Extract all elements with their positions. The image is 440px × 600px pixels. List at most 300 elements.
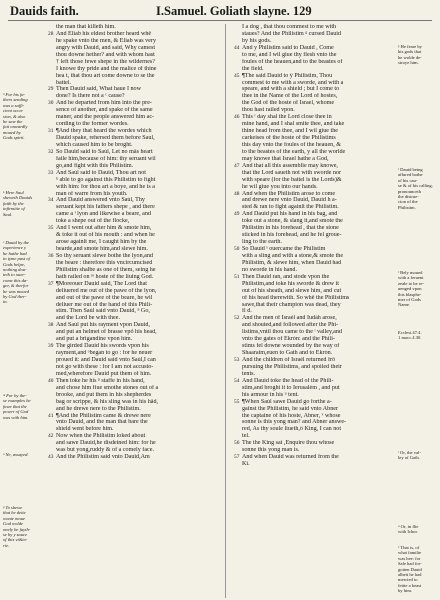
verse-line <box>48 336 210 343</box>
verse-line <box>234 392 396 399</box>
verse-line <box>48 440 210 447</box>
verse-line <box>234 24 396 31</box>
margin-note <box>398 44 438 66</box>
verse-line <box>234 350 396 357</box>
verse-text: Shaaraim,euen to Gath and to Ekrón. <box>242 350 333 357</box>
verse-text: red, As thy soule liueth,ô King, I can not <box>242 426 342 433</box>
verse-number: 39 <box>48 343 54 350</box>
verse-line <box>234 281 396 288</box>
margin-note-line: mer of Gods <box>398 297 421 303</box>
verse-text: tents. <box>242 370 256 377</box>
verse-line <box>48 308 210 315</box>
verse-line <box>48 170 210 177</box>
margin-note-line: cion of the <box>398 199 418 205</box>
verse-text: And I went out after him & smote him, <box>56 225 152 232</box>
verse-text: gainst the Philistim, he said vnto Abner <box>242 405 338 412</box>
verse-text: Ki. <box>242 461 250 468</box>
verse-text: may knowe that Israel hathe a God, <box>242 155 329 162</box>
margin-note-line: God wolde <box>3 521 24 527</box>
verse-line <box>234 191 396 198</box>
margin-note-line: gotten Dauid <box>398 566 422 572</box>
margin-note <box>3 393 41 420</box>
margin-note-line: ᵛ That is, of <box>398 545 420 550</box>
margin-note <box>398 330 438 341</box>
margin-note-line: ᵒ Ne, assayed. <box>3 452 29 457</box>
verse-line <box>234 38 396 45</box>
verse-text: Then Dauid ran, and stode vpon the <box>242 273 330 280</box>
margin-note-line: he was moued <box>3 288 30 294</box>
margin-note-line: Name. <box>398 302 411 308</box>
verse-number: 33 <box>48 169 54 176</box>
verse-text: ᵏ able to go against this Philistim to fight <box>56 176 156 183</box>
verse-line <box>234 107 396 114</box>
verse-text: Now when the Philistim loked about <box>56 433 146 440</box>
margin-note-line: moued by <box>3 129 21 135</box>
verse-text: brooke, and put them in his shepherdes <box>56 391 152 398</box>
verse-line <box>234 66 396 73</box>
verse-text: he wil giue you into our hands. <box>242 183 318 190</box>
verse-line <box>234 135 396 142</box>
verse-text: This ʳ day shal the Lord close thee in <box>242 114 332 121</box>
verse-number: 57 <box>234 454 240 461</box>
margin-note-line: Gods spirit. <box>3 135 25 141</box>
verse-number: 30 <box>48 100 54 107</box>
verse-text: with a sling and with a stone,& smote the <box>242 252 344 259</box>
verse-line <box>234 315 396 322</box>
margin-note-line: fettie a beast <box>398 582 422 588</box>
verse-line <box>234 274 396 281</box>
verse-text: hea t, that thou art come downe to se the <box>56 72 155 79</box>
verse-number: 56 <box>234 440 240 447</box>
verse-text: thine head from thee, and I wil giue the <box>242 128 338 135</box>
verse-text: ling to the earth. <box>242 239 282 246</box>
verse-text: foules of the heauen,and to the beastes of <box>242 58 343 65</box>
margin-note-line: albeit he had <box>398 572 422 578</box>
verse-text: man of warre from his youth. <box>56 190 128 197</box>
margin-note-line: nothing dou- <box>3 267 27 273</box>
verse-line <box>48 281 210 288</box>
margin-note <box>398 450 438 461</box>
verse-line <box>234 204 396 211</box>
verse-line <box>234 93 396 100</box>
verse-line <box>48 73 210 80</box>
margin-note-line: teth to ouer- <box>3 272 26 278</box>
margin-note-line: was a suffi- <box>3 102 25 108</box>
verse-line <box>48 93 210 100</box>
margin-note-line: ᵇ For his fa- <box>3 92 26 97</box>
verse-line <box>48 302 210 309</box>
margin-note-line: with Ichor. <box>398 529 418 535</box>
verse-line <box>48 406 210 413</box>
margin-note-line: by God ther- <box>3 294 27 300</box>
verse-line <box>234 308 396 315</box>
verse-text: thou downe hether? and with whom hast <box>56 51 155 58</box>
verse-line <box>48 288 210 295</box>
verse-text: toke out a stone, & slang it,and smote the <box>242 218 343 225</box>
verse-line <box>234 399 396 406</box>
margin-note-line: what familie <box>398 550 422 556</box>
verse-text: ¶And the Philistim came & drewe nere <box>56 412 151 419</box>
verse-line <box>48 100 210 107</box>
verse-number: 51 <box>234 273 240 280</box>
verse-text: ¶And they that heard the wordes which <box>56 128 152 135</box>
verse-number: 44 <box>234 44 240 51</box>
margin-note-line: mercied to <box>398 577 418 583</box>
verse-text: sonne this yong man is. <box>242 447 300 454</box>
verse-text: The girded Dauid his swords vpon his <box>56 343 149 350</box>
verse-text: and drewe nere vnto Dauid, Dauid h a- <box>242 197 337 204</box>
margin-note-line: ger, & therfor <box>3 283 29 289</box>
verse-line <box>234 80 396 87</box>
verse-number: 31 <box>48 128 54 135</box>
verse-line <box>234 86 396 93</box>
verse-text: no sworde in his hand. <box>242 266 298 273</box>
verse-text: cording to the former wordes. <box>56 121 129 128</box>
verse-line <box>48 232 210 239</box>
verse-line <box>234 253 396 260</box>
verse-text: and sawe Dauid,he disdeined him: for he <box>56 440 156 447</box>
margin-note-line: sion, & also <box>3 113 26 119</box>
margin-note-line: with a feruent <box>398 275 424 281</box>
margin-note-line: his gods that <box>398 49 422 55</box>
verse-line <box>48 121 210 128</box>
verse-line <box>48 413 210 420</box>
verse-line <box>234 114 396 121</box>
verse-line <box>234 364 396 371</box>
verse-line <box>48 184 210 191</box>
verse-text: angry with Dauid, and said, Why camest <box>56 44 156 51</box>
verse-text: And when the Philistim arose to come <box>242 190 336 197</box>
verse-text: sence of another, and spake of the same <box>56 107 153 114</box>
verse-line <box>48 59 210 66</box>
verse-line <box>48 24 210 31</box>
verse-number: 55 <box>234 398 240 405</box>
margin-note-line: ᶜ Dauid by the <box>3 240 30 245</box>
margin-note-line: se & of his calling, <box>398 183 433 189</box>
verse-text: The the King sai ,Enquire thou whose <box>242 440 335 447</box>
verse-text: the man that killeth him. <box>56 24 116 30</box>
verse-text: So thy seruant slewe bothe the lyon,and <box>56 252 153 259</box>
verse-line <box>234 329 396 336</box>
verse-text: bag or scrippe, & his sling was in his hād, <box>56 398 159 405</box>
verse-line <box>48 357 210 364</box>
verse-text: the captaine of his hoste, Abner, ᵛ whose <box>242 412 341 419</box>
verse-line <box>48 156 210 163</box>
verse-text: he spake vnto the men, & Eliab was very <box>56 37 157 44</box>
verse-line <box>48 163 210 170</box>
margin-note-line: fawe that the <box>3 403 27 409</box>
verse-line <box>234 295 396 302</box>
verse-text: And Saúl put his rayment vpon Dauid, <box>56 322 150 329</box>
verse-text: And Dauid answered vnto Saúl, Thy <box>56 197 145 204</box>
verse-number: 35 <box>48 225 54 232</box>
verse-line <box>48 52 210 59</box>
margin-note-line: ᵐ For by the- <box>3 393 27 398</box>
verse-number: 29 <box>48 86 54 93</box>
margin-note-line: Saul. <box>3 211 13 217</box>
verse-text: thou hast railed vpon. <box>242 107 295 114</box>
margin-note-line: pronounceth <box>398 188 421 194</box>
margin-note-line: come this da- <box>3 277 28 283</box>
verse-line <box>48 392 210 399</box>
verse-line <box>234 100 396 107</box>
verse-line <box>234 440 396 447</box>
verse-line <box>48 385 210 392</box>
verse-line <box>48 419 210 426</box>
verse-text: med,wherefore Dauid put them of him. <box>56 370 152 377</box>
verse-text: And when Dauid was returned from the <box>242 454 339 461</box>
verse-text: sonne is this yong man? and Abner answe- <box>242 419 347 426</box>
verse-line <box>234 156 396 163</box>
verse-number: 40 <box>48 377 54 384</box>
verse-text: that the Lord saueth not with sworde nor <box>242 169 342 176</box>
verse-line <box>234 322 396 329</box>
verse-text: battel. <box>56 79 72 86</box>
verse-text: stims fel downe wounded by the way of <box>242 343 340 350</box>
verse-line <box>48 267 210 274</box>
margin-note-line: this blasphe- <box>398 291 422 297</box>
verse-line <box>48 31 210 38</box>
margin-note-line: zeale to be re- <box>398 280 424 286</box>
margin-note-line: the distrue- <box>398 194 419 200</box>
verse-line <box>234 302 396 309</box>
margin-note-line: was hee: for <box>398 555 421 561</box>
verse-text: ¶The said Dauid to ŷ Philistim, Thou <box>242 72 333 79</box>
verse-text: seruant kept his fathers shepe , and there <box>56 204 155 211</box>
verse-text: hath railed on ᵐ hoste of the liuing God. <box>56 273 154 280</box>
verse-text: came a ˡ lyon and likewise a beare, and <box>56 211 151 218</box>
verse-number: 38 <box>48 322 54 329</box>
verse-text: sted & ran to fight againſt the Philistim. <box>242 204 339 211</box>
verse-text: the beare : therefore this vncircumcised <box>56 259 153 266</box>
margin-note <box>398 167 438 210</box>
margin-note-line: ᵘ Or, in flie <box>398 524 419 529</box>
verse-line <box>234 288 396 295</box>
margin-note-line: rie. <box>3 542 10 548</box>
verse-text: vnto the gates of Ekrón: and the Phili- <box>242 336 335 343</box>
verse-line <box>234 225 396 232</box>
verse-line <box>234 267 396 274</box>
verse-line <box>48 239 210 246</box>
verse-text: rayment,and ᵒbegan to go : for he neuer <box>56 350 153 357</box>
verse-text: And Saúl said to Dauid, Thou art not <box>56 169 146 176</box>
verse-text: with speare (for the battel is the Lords)& <box>242 176 342 183</box>
verse-text: this day vnto the foules of the heauen, & <box>242 141 341 148</box>
verse-text: mine hand, and I shal smite thee, and take <box>242 121 345 128</box>
verse-line <box>48 315 210 322</box>
verse-line <box>48 426 210 433</box>
verse-number: 48 <box>234 190 240 197</box>
verse-line <box>234 239 396 246</box>
margin-note-line: wonte moue <box>3 515 26 521</box>
verse-line <box>48 454 210 461</box>
verse-text: staues? And the Philistim ᵍ cursed Dauid <box>242 30 341 37</box>
margin-note-line: onely be fayth- <box>3 526 31 532</box>
verse-line <box>48 128 210 135</box>
verse-line <box>234 59 396 66</box>
verse-text: Philistim in his forehead , that the stone <box>242 225 339 232</box>
verse-line <box>234 406 396 413</box>
verse-line <box>234 426 396 433</box>
verse-text: I knowe thy pride and the malice of thine <box>56 65 157 72</box>
verse-number: 36 <box>48 252 54 259</box>
verse-text: thee in the Name of the Lord of hostes, <box>242 93 338 100</box>
margin-note-line: Gods helpe, <box>3 261 25 267</box>
margin-note <box>398 545 438 594</box>
verse-line <box>234 447 396 454</box>
verse-line <box>48 197 210 204</box>
verse-text: sawe,that their champion was dead, they <box>242 301 341 308</box>
verse-text: stim,and broght it to Ierusalém , and put <box>242 384 340 391</box>
margin-note-line: cient occa- <box>3 108 24 114</box>
verse-number: 45 <box>234 72 240 79</box>
verse-line <box>48 322 210 329</box>
verse-line <box>48 107 210 114</box>
verse-text: with him: for thou art a boye, and he is a <box>56 183 155 190</box>
margin-note-line: in tyme past of <box>3 256 30 262</box>
verse-line <box>234 197 396 204</box>
verse-line <box>234 454 396 461</box>
verse-line <box>48 204 210 211</box>
verse-line <box>48 135 210 142</box>
verse-text: and put an helmet of brasse vpõ his head, <box>56 329 157 336</box>
verse-line <box>234 433 396 440</box>
verse-line <box>48 329 210 336</box>
margin-note-line: ʳ Bely moued <box>398 270 423 275</box>
verse-number: 32 <box>48 148 54 155</box>
verse-line <box>48 274 210 281</box>
margin-note-line: Philistim. <box>398 204 416 210</box>
verse-text: which caused him to be broght. <box>56 141 133 148</box>
verse-number: 47 <box>234 162 240 169</box>
verse-text: And y Philistim said to Dauid , Come <box>242 44 334 51</box>
margin-note-line: ᵍ He feare by <box>398 44 422 49</box>
verse-text: and put a brigandine vpon him. <box>56 336 133 343</box>
verse-text: And Eliab his eldest brother heard whē <box>56 30 152 37</box>
verse-line <box>234 31 396 38</box>
verse-text: and chose him fiue smothe stones out of a <box>56 384 159 391</box>
verse-line <box>48 399 210 406</box>
verse-text: the God of the hoste of Israel, whome <box>242 100 335 107</box>
verse-text: commest to me with a sworde, and with a <box>242 79 344 86</box>
verse-text: and shouted,and followed after the Phi- <box>242 322 339 329</box>
verse-text: and out of the pawe of the beare, he wil <box>56 294 153 301</box>
verse-text: I a dog , that thou commest to me with <box>242 24 337 30</box>
verse-line <box>48 433 210 440</box>
verse-text: deliuered me out of the pawe of the lyon, <box>56 287 157 294</box>
verse-line <box>48 253 210 260</box>
margin-note-line: faith by the <box>3 200 24 206</box>
verse-text: tel. <box>242 433 250 440</box>
header-rule <box>8 20 432 21</box>
margin-note-line: that he deite <box>3 510 26 516</box>
margin-note <box>3 452 41 457</box>
verse-text: ¶When Saúl sawe Dauid go forthe a- <box>242 398 332 405</box>
right-column <box>234 24 396 468</box>
verse-number: 54 <box>234 377 240 384</box>
margin-note-line: uenged vpon <box>398 286 422 292</box>
verse-number: 34 <box>48 197 54 204</box>
left-column <box>48 24 210 461</box>
margin-note-line: ᵖ To shewe <box>3 505 23 510</box>
verse-number: 37 <box>48 280 54 287</box>
margin-note-line: stroye him. <box>398 60 419 66</box>
verse-text: sticked in his forehead, and he fel groue- <box>242 232 342 239</box>
verse-text: fl d. <box>242 308 252 315</box>
verse-text: shield went before him. <box>56 426 114 433</box>
margin-note-line: 1 macc.4.30. <box>398 335 422 341</box>
verse-text: and he drewe nere to the Philistim. <box>56 405 141 412</box>
verse-line <box>234 52 396 59</box>
verse-line <box>234 211 396 218</box>
column-divider <box>225 24 226 598</box>
margin-note-line: Sale had for- <box>398 561 422 567</box>
verse-text: ¶Moreouer Dauid said, The Lord that <box>56 280 147 287</box>
verse-line <box>234 218 396 225</box>
verse-text: Dauid spake, rehersed them before Saul, <box>56 135 155 141</box>
margin-note <box>3 92 41 141</box>
verse-text: toke a shepe out of the flocke, <box>56 218 130 225</box>
verse-text: And the men of Israél and Iudáh arose, <box>242 315 337 322</box>
verse-number: 43 <box>48 454 54 461</box>
verse-text: & toke it out of his mouth : and when he <box>56 232 155 239</box>
verse-text: And Dauid toke the head of the Phili- <box>242 377 334 384</box>
verse-number: 49 <box>234 211 240 218</box>
running-header <box>8 4 432 20</box>
verse-text: of his head therewith. So whē the Philistims <box>242 294 350 301</box>
verse-line <box>48 447 210 454</box>
verse-line <box>234 461 396 468</box>
verse-text: And he departed from him into the pre- <box>56 100 152 107</box>
verse-line <box>234 73 396 80</box>
verse-line <box>48 246 210 253</box>
verse-number: 52 <box>234 315 240 322</box>
verse-text: to me, and I wil giue thy flesh vnto the <box>242 51 337 58</box>
verse-line <box>234 170 396 177</box>
verse-line <box>234 419 396 426</box>
margin-note-line: by him. <box>398 588 413 594</box>
margin-note-line: of his cau- <box>398 177 418 183</box>
verse-line <box>48 364 210 371</box>
verse-text: And that all this assemblie may knowe, <box>242 162 338 169</box>
verse-line <box>234 163 396 170</box>
verse-line <box>48 295 210 302</box>
verse-number: 42 <box>48 433 54 440</box>
verse-number: 46 <box>234 114 240 121</box>
verse-line <box>234 336 396 343</box>
verse-line <box>234 371 396 378</box>
verse-text: faile him,because of him: thy seruant wil <box>56 155 156 162</box>
verse-text: out of his sheath, and slewe him, and cut <box>242 287 342 294</box>
margin-note-line: thers sending <box>3 97 28 103</box>
verse-line <box>234 357 396 364</box>
verse-line <box>48 38 210 45</box>
verse-line <box>234 142 396 149</box>
verse-text: deliuer me out of the hand of this Phili- <box>56 301 153 308</box>
verse-text: Then toke he his ᵖ staffe in his hand, <box>56 377 145 384</box>
verse-line <box>234 149 396 156</box>
verse-line <box>48 371 210 378</box>
verse-text: Philistim,and toke his sworde & drew it <box>242 280 339 287</box>
verse-text: † left those fewe shepe in the wildernes? <box>56 58 155 65</box>
margin-note-line: ᵗ Or, the val- <box>398 450 421 455</box>
verse-text: his armour in his ᵘ tent. <box>242 391 299 398</box>
verse-text: bearde,and smote him,and slewe him. <box>56 246 148 252</box>
verse-line <box>48 149 210 156</box>
verse-text: pursuing the Philistims, and spoiled their <box>242 363 342 370</box>
verse-text: and the Lord be with thee. <box>56 315 120 322</box>
verse-line <box>48 177 210 184</box>
